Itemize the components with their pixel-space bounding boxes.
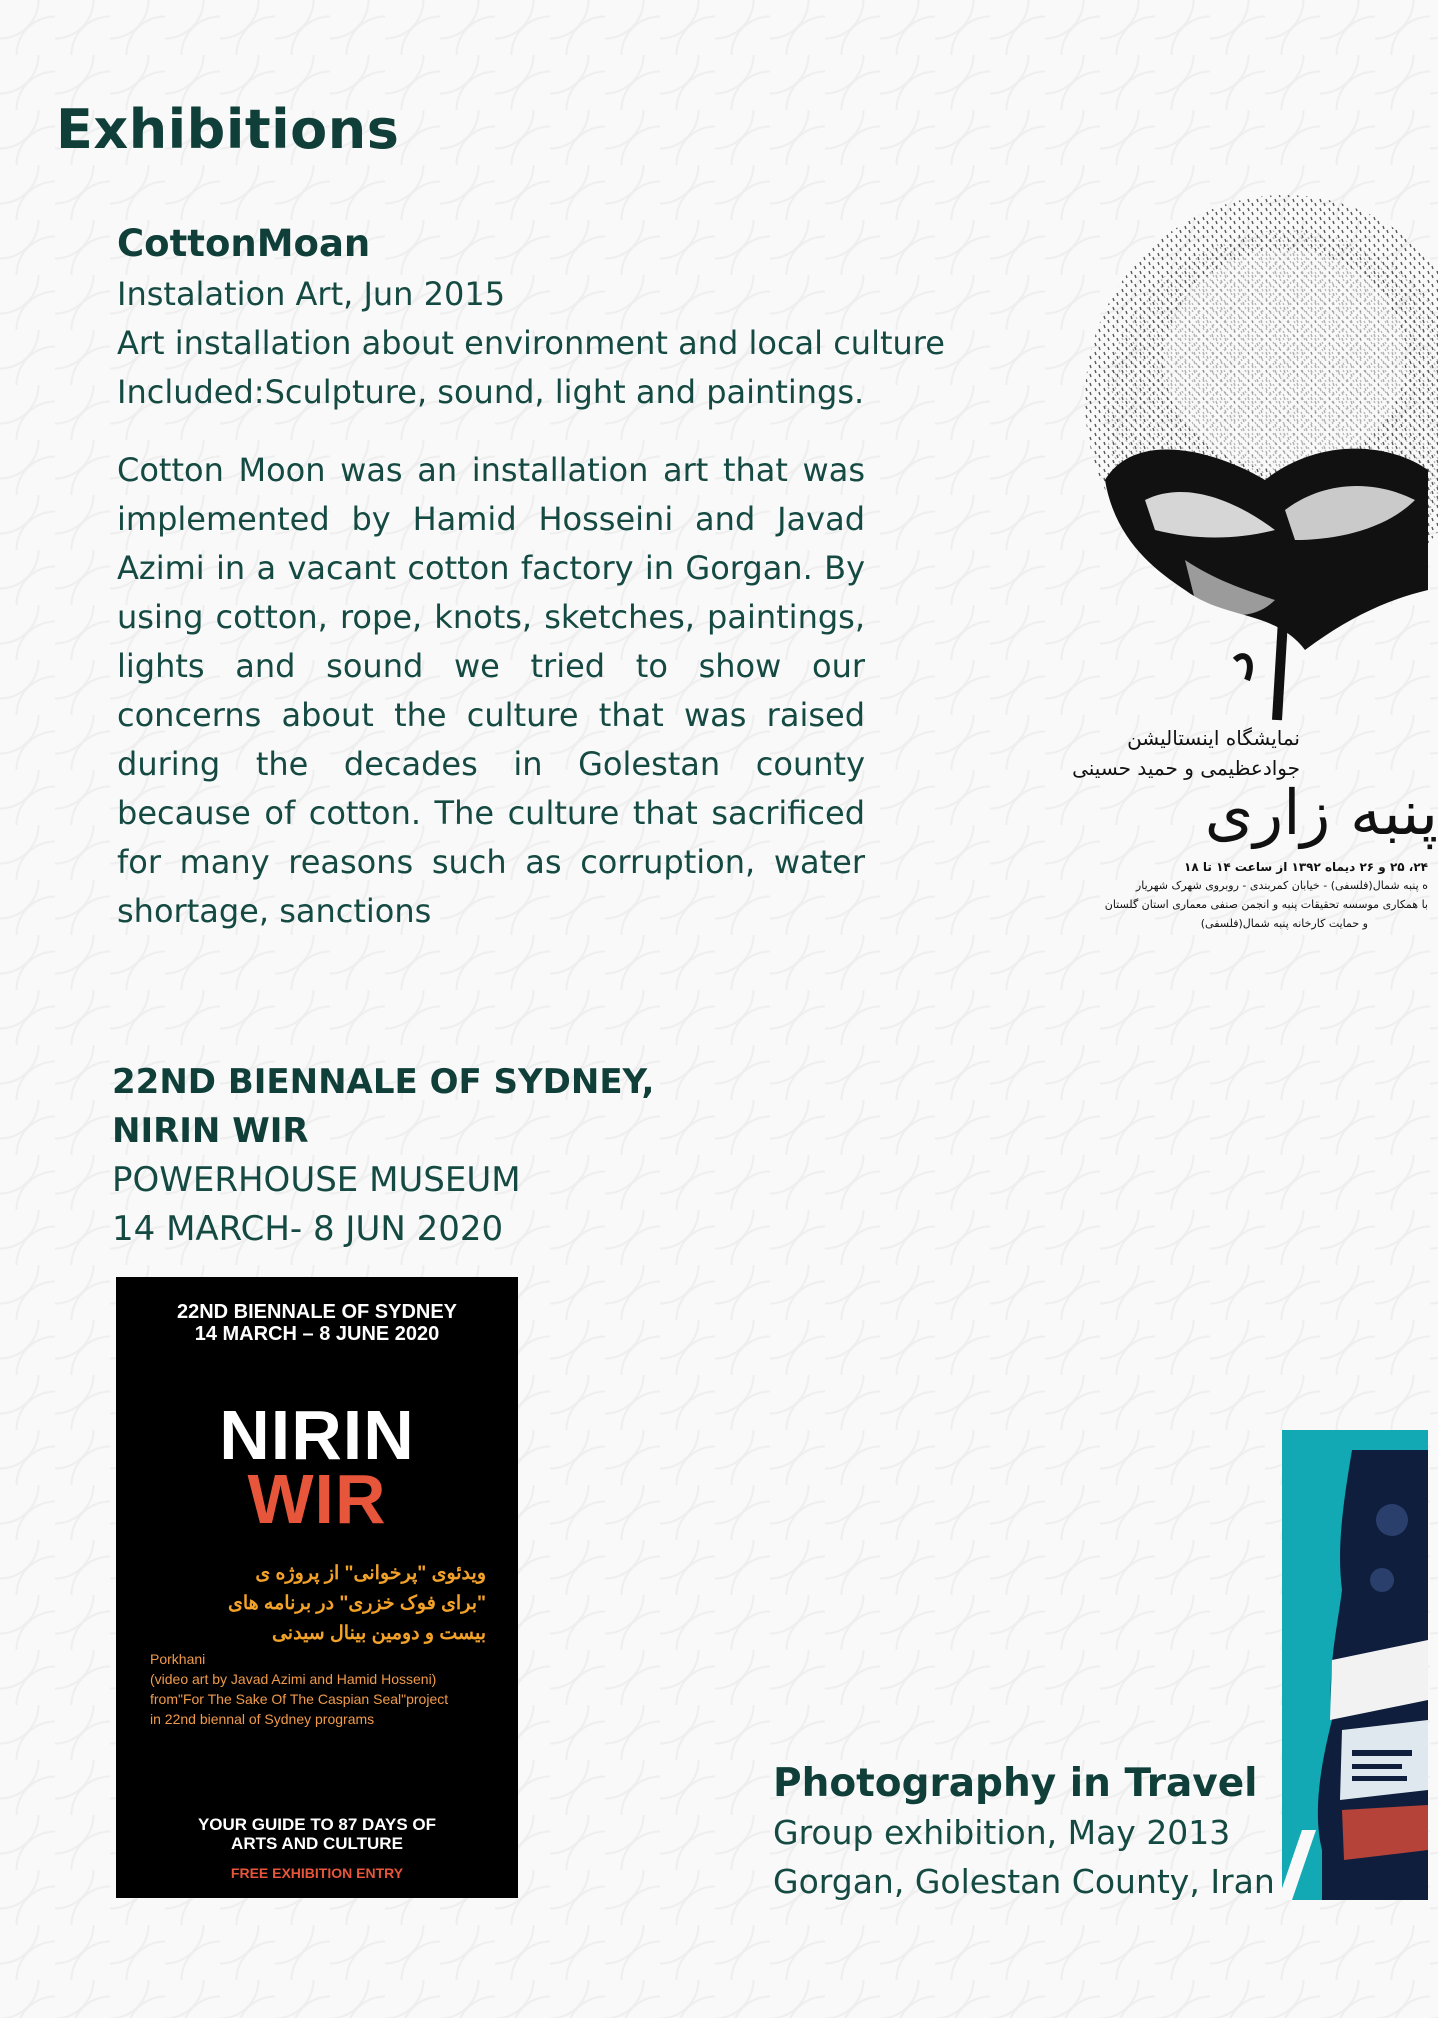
exhibition-title: 22ND BIENNALE OF SYDNEY, <box>112 1062 655 1102</box>
poster-free-entry: FREE EXHIBITION ENTRY <box>230 1865 404 1881</box>
vintage-camera-illustration <box>1282 1430 1428 1900</box>
exhibition-location: Gorgan, Golestan County, Iran <box>773 1862 1275 1901</box>
exhibition-description: Cotton Moon was an installation art that was implemented by Hamid Hosseini and Javad Azimi in a vacant cotton factory in Gorgan. By using cotton, rope, knots, sketches, paintings, lights and sound we tried to show our concerns about the culture that was raised during the decades in Golestan county because of cotton. The culture that sacrificed for many reasons such as corruption, water shortage, sanctions <box>117 451 865 930</box>
poster-word-wir: WIR <box>247 1460 387 1538</box>
poster-header-line: 14 MARCH – 8 JUNE 2020 <box>194 1323 440 1345</box>
exhibition-title: NIRIN WIR <box>112 1111 309 1151</box>
exhibition-summary: Included:Sculpture, sound, light and paintings. <box>117 373 865 411</box>
poster-line: ه پنبه شمال(فلسفی) - خیابان کمربندی - روبروی شهرک شهریار <box>1135 879 1428 892</box>
poster-guide-line: YOUR GUIDE TO 87 DAYS OF <box>197 1815 437 1834</box>
exhibition-travel <box>773 1760 1293 1906</box>
poster-persian-line: "برای فوک خزری" در برنامه های <box>227 1593 486 1614</box>
poster-credit-line: from"For The Sake Of The Caspian Seal"project <box>150 1691 449 1707</box>
poster-persian-text <box>148 1559 486 1649</box>
exhibition-summary: Art installation about environment and local culture <box>117 324 945 362</box>
poster-credits <box>150 1649 498 1729</box>
poster-header <box>116 1301 518 1345</box>
exhibition-subtitle: Instalation Art, Jun 2015 <box>117 275 506 313</box>
poster-word-nirin: NIRIN <box>219 1396 415 1474</box>
poster-line: ۲۴، ۲۵ و ۲۶ دیماه ۱۳۹۲ از ساعت ۱۴ تا ۱۸ <box>1184 860 1428 874</box>
poster-line: جوادعظیمی و حمید حسینی <box>1072 756 1300 780</box>
cotton-boll-illustration <box>985 180 1428 740</box>
poster-line: با همکاری موسسه تحقیقات پنبه و انجمن صنفی معماری استان گلستان <box>1104 898 1428 911</box>
page-title: Exhibitions <box>56 98 400 161</box>
exhibition-venue: POWERHOUSE MUSEUM <box>112 1160 521 1200</box>
poster-header-line: 22ND BIENNALE OF SYDNEY <box>176 1301 458 1323</box>
poster-credit-line: Porkhani <box>150 1651 206 1667</box>
poster-persian-line: ویدئوی "پرخوانی" از پروژه ی <box>255 1563 486 1584</box>
poster-guide <box>116 1815 518 1853</box>
exhibition-title: CottonMoan <box>117 222 371 265</box>
poster-line: نمایشگاه اینستالیشن <box>1127 726 1300 750</box>
exhibition-title: Photography in Travel <box>773 1761 1258 1806</box>
poster-headline: پنبه زاری <box>1204 776 1438 849</box>
exhibition-cottonmoan <box>117 222 967 417</box>
exhibition-dates: 14 MARCH- 8 JUN 2020 <box>112 1209 504 1249</box>
poster-guide-line: ARTS AND CULTURE <box>231 1834 403 1853</box>
poster-line: و حمایت کارخانه پنبه شمال(فلسفی) <box>1200 917 1368 930</box>
exhibition-description: Group exhibition, May 2013 <box>773 1813 1231 1852</box>
poster-credit-line: (video art by Javad Azimi and Hamid Hosseni) <box>150 1671 437 1687</box>
poster-credit-line: in 22nd biennal of Sydney programs <box>150 1711 375 1727</box>
travel-poster-image <box>1282 1430 1428 1900</box>
exhibition-sydney <box>112 1058 752 1254</box>
cotton-poster-image <box>985 180 1438 940</box>
sydney-poster-image <box>116 1277 518 1898</box>
poster-persian-line: بیست و دومین بینال سیدنی <box>271 1623 486 1644</box>
